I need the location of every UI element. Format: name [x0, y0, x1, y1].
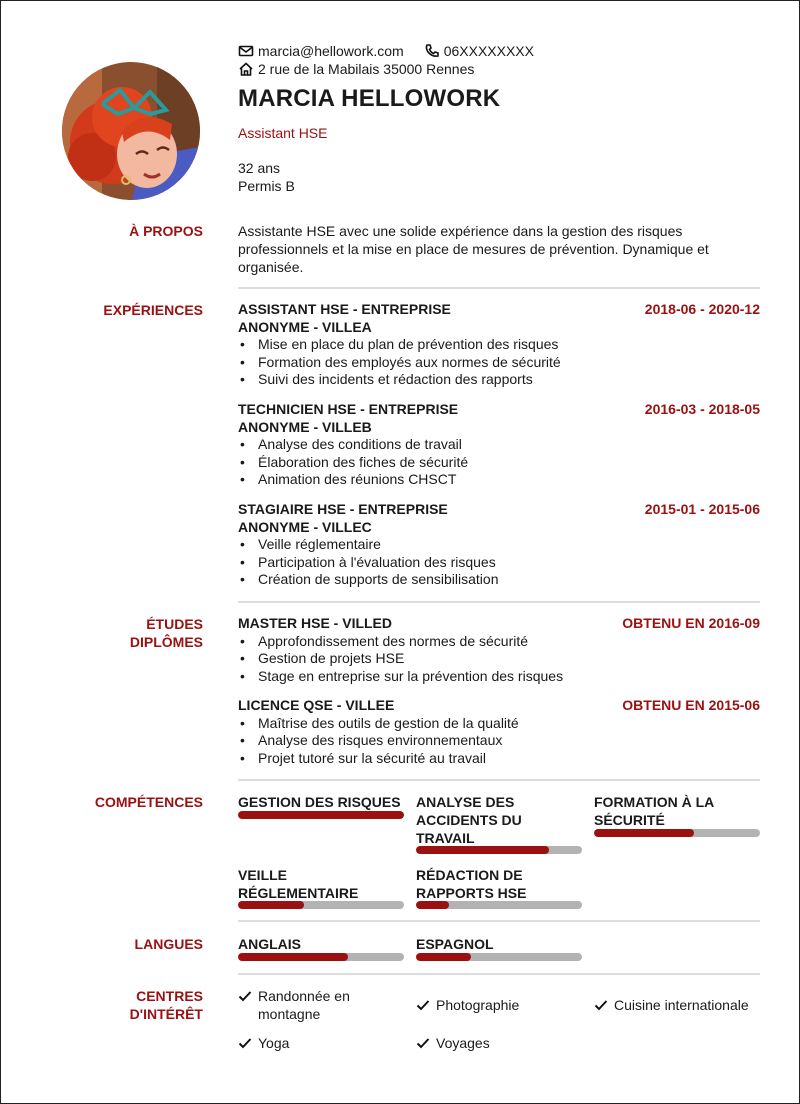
experience-title: TECHNICIEN HSE - ENTREPRISE ANONYME - VILLEB [238, 401, 459, 435]
divider [238, 920, 760, 922]
mail-icon [238, 43, 254, 59]
education-date: OBTENU EN 2015-06 [622, 697, 760, 713]
interest-item: Voyages [416, 1034, 490, 1052]
skill-label: GESTION DES RISQUES [238, 794, 401, 810]
education-entry [238, 697, 760, 767]
check-icon [594, 998, 608, 1012]
skill-label: RÉDACTION DE RAPPORTS HSE [416, 867, 527, 901]
list-item: • Veille réglementaire [238, 536, 760, 554]
experience-bullets [238, 436, 760, 489]
experience-date: 2016-03 - 2018-05 [644, 401, 760, 417]
list-item: • Mise en place du plan de prévention des risques [238, 336, 760, 354]
experience-bullets [238, 336, 760, 389]
experience-entry [238, 501, 760, 589]
phone-item [424, 42, 534, 60]
list-item: • Création de supports de sensibilisation [238, 571, 760, 589]
language-label: ANGLAIS [238, 936, 301, 952]
personal-meta [238, 159, 295, 195]
phone-text: 06XXXXXXXX [443, 43, 534, 59]
home-icon [238, 61, 254, 77]
skill-bar [416, 901, 582, 909]
experience-bullets [238, 536, 760, 589]
list-item: • Projet tutoré sur la sécurité au travail [238, 750, 760, 768]
skill-bar [238, 811, 404, 819]
education-title: LICENCE QSE - VILLEE [238, 697, 395, 713]
avatar-illustration [62, 62, 200, 200]
divider [238, 601, 760, 603]
language-bar [238, 953, 404, 961]
experience-date: 2015-01 - 2015-06 [644, 501, 760, 517]
divider [238, 779, 760, 781]
experience-entry [238, 301, 760, 389]
skill-label: ANALYSE DES ACCIDENTS DU TRAVAIL [416, 794, 522, 846]
list-item: • Gestion de projets HSE [238, 650, 760, 668]
list-item: • Suivi des incidents et rédaction des rapports [238, 371, 760, 389]
list-item: • Participation à l'évaluation des risques [238, 554, 760, 572]
check-icon [416, 1036, 430, 1050]
experience-entry [238, 401, 760, 489]
age: 32 ans [238, 160, 281, 176]
experience-title: STAGIAIRE HSE - ENTREPRISE ANONYME - VILLEC [238, 501, 448, 535]
section-label-interests: CENTRES D'INTÉRÊT [129, 988, 203, 1022]
candidate-name: MARCIA HELLOWORK [238, 85, 501, 112]
list-item: • Analyse des conditions de travail [238, 436, 760, 454]
list-item: • Formation des employés aux normes de sécurité [238, 354, 760, 372]
check-icon [238, 1036, 252, 1050]
section-label-experiences: EXPÉRIENCES [103, 302, 203, 318]
section-label-about: À PROPOS [129, 223, 203, 239]
section-label-education: ÉTUDES DIPLÔMES [129, 616, 203, 650]
education-date: OBTENU EN 2016-09 [622, 615, 760, 631]
check-icon [238, 989, 252, 1003]
email-text: marcia@hellowork.com [258, 43, 404, 59]
avatar [62, 62, 200, 200]
address-text: 2 rue de la Mabilais 35000 Rennes [258, 61, 475, 77]
job-title: Assistant HSE [238, 125, 328, 141]
education-bullets [238, 633, 760, 686]
skill-label: VEILLE RÉGLEMENTAIRE [238, 867, 359, 901]
contact-info [238, 42, 550, 78]
language-bar [416, 953, 582, 961]
education-title: MASTER HSE - VILLED [238, 615, 393, 631]
education-bullets [238, 715, 760, 768]
language-label: ESPAGNOL [416, 936, 494, 952]
skill-bar [238, 901, 404, 909]
interest-item: Photographie [416, 996, 519, 1014]
experience-date: 2018-06 - 2020-12 [644, 301, 760, 317]
skill-bar [594, 829, 760, 837]
about-text: Assistante HSE avec une solide expérience dans la gestion des risques professionnels et la mise en place de mesures de prévention. Dynamique et organisée. [238, 223, 709, 275]
list-item: • Animation des réunions CHSCT [238, 471, 760, 489]
section-label-skills: COMPÉTENCES [94, 794, 203, 810]
interest-item: Yoga [238, 1034, 289, 1052]
interest-item: Randonnée en montagne [238, 987, 398, 1023]
divider [238, 973, 760, 975]
list-item: • Élaboration des fiches de sécurité [238, 454, 760, 472]
skill-label: FORMATION À LA SÉCURITÉ [594, 794, 714, 828]
list-item: • Stage en entreprise sur la prévention des risques [238, 668, 760, 686]
education-entry [238, 615, 760, 685]
address-item [238, 60, 474, 78]
section-label-languages: LANGUES [134, 936, 203, 952]
skill-bar [416, 846, 582, 854]
phone-icon [424, 43, 440, 59]
list-item: • Maîtrise des outils de gestion de la qualité [238, 715, 760, 733]
driving-license: Permis B [238, 178, 295, 194]
list-item: • Analyse des risques environnementaux [238, 732, 760, 750]
email-item [238, 42, 404, 60]
list-item: • Approfondissement des normes de sécurité [238, 633, 760, 651]
interest-item: Cuisine internationale [594, 996, 749, 1014]
check-icon [416, 998, 430, 1012]
experience-title: ASSISTANT HSE - ENTREPRISE ANONYME - VILLEA [238, 301, 451, 335]
divider [238, 287, 760, 289]
